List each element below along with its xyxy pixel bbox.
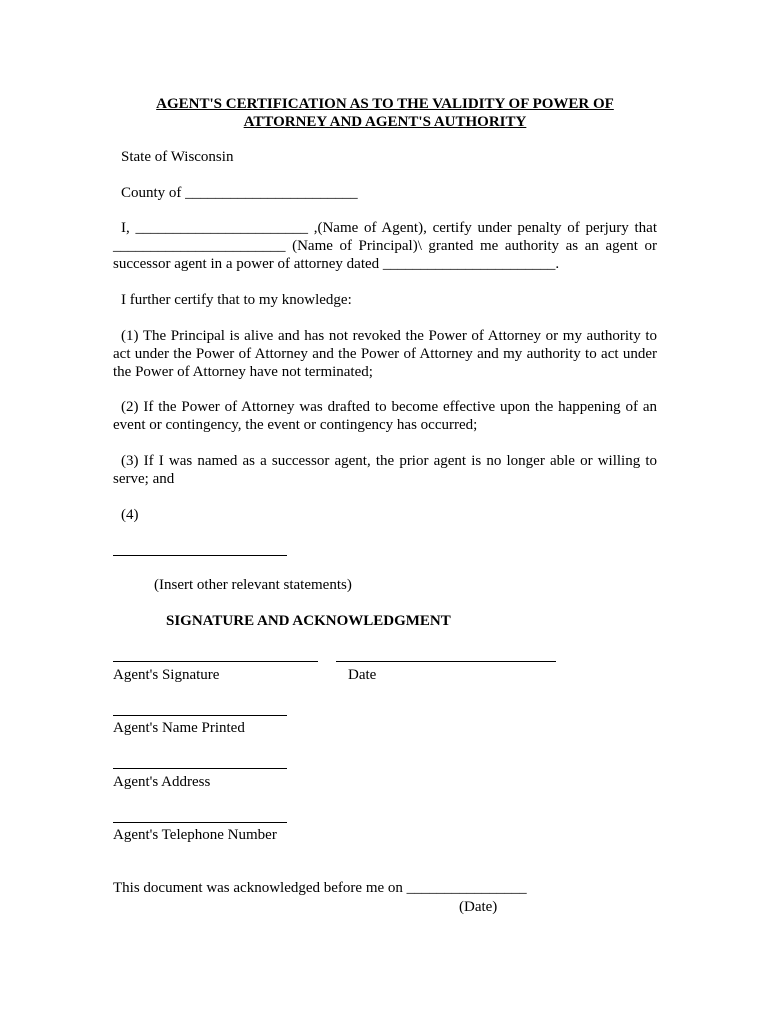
address-rule [113, 768, 287, 769]
address-label: Agent's Address [113, 774, 211, 790]
county-line: County of _______________________ [121, 185, 358, 201]
state-line: State of Wisconsin [121, 149, 234, 165]
item-4-label: (4) [121, 507, 139, 523]
item-3-paragraph: (3) If I was named as a successor agent, the prior agent is no longer able or willing to serve; and [113, 453, 657, 487]
signature-heading: SIGNATURE AND ACKNOWLEDGMENT [166, 613, 451, 629]
acknowledged-line: This document was acknowledged before me on ________________ [113, 880, 527, 896]
name-printed-label: Agent's Name Printed [113, 720, 245, 736]
item-1-paragraph: (1) The Principal is alive and has not revoked the Power of Attorney or my authority to act under the Power of Attorney and the Power of Attorney and my authority to act under the Power of Attorney have not terminated; [113, 328, 657, 380]
agent-signature-rule [113, 661, 318, 662]
title-line-2: ATTORNEY AND AGENT'S AUTHORITY [243, 114, 527, 130]
certify-paragraph: I, _______________________ ,(Name of Agent), certify under penalty of perjury that _______________________ (Name of Principal)\ granted me authority as an agent or successor agent in a power of attorney dated _______________________. [113, 220, 657, 272]
document-title [113, 95, 657, 131]
acknowledged-date-label: (Date) [459, 899, 498, 915]
agent-signature-label: Agent's Signature [113, 667, 220, 683]
title-line-1: AGENT'S CERTIFICATION AS TO THE VALIDITY OF POWER OF [156, 96, 614, 112]
name-printed-rule [113, 715, 287, 716]
insert-statements-label: (Insert other relevant statements) [154, 577, 352, 593]
telephone-label: Agent's Telephone Number [113, 827, 277, 843]
item-4-blank-rule [113, 555, 287, 556]
item-2-paragraph: (2) If the Power of Attorney was drafted to become effective upon the happening of an event or contingency, the event or contingency has occurred; [113, 399, 657, 433]
telephone-rule [113, 822, 287, 823]
date-label: Date [348, 667, 377, 683]
further-certify-line: I further certify that to my knowledge: [121, 292, 352, 308]
date-rule [336, 661, 556, 662]
